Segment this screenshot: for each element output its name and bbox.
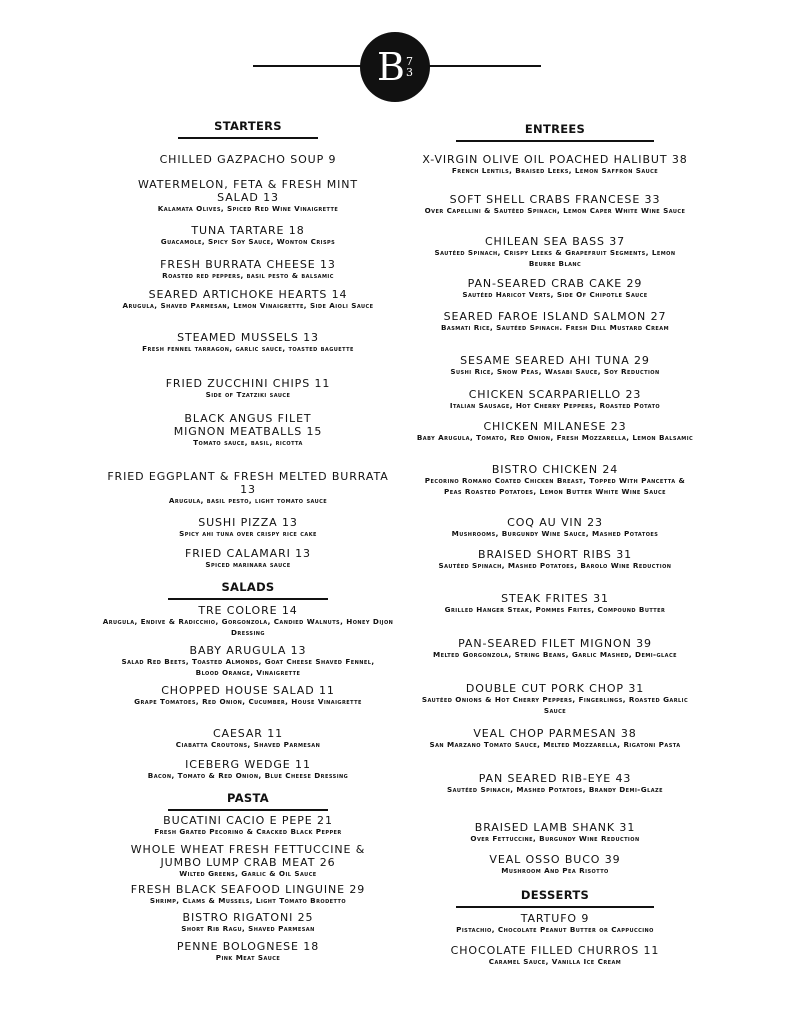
menu-item — [405, 853, 705, 877]
item-description: Italian Sausage, Hot Cherry Peppers, Roasted Potato — [449, 401, 661, 410]
section-rule — [456, 906, 654, 908]
item-description: Sautéed Spinach, Mashed Potatoes, Barolo Wine Reduction — [438, 561, 672, 570]
item-description: Sushi Rice, Snow Peas, Wasabi Sauce, Soy Reduction — [450, 367, 660, 376]
section-title: SALADS — [221, 580, 275, 594]
menu-item — [98, 470, 398, 507]
section-title: ENTREES — [524, 122, 586, 136]
menu-item — [405, 354, 705, 378]
item-name: FRIED ZUCCHINI CHIPS 11 — [165, 377, 331, 390]
menu-item — [405, 912, 705, 936]
menu-item — [405, 277, 705, 301]
menu-item — [98, 883, 398, 907]
item-description: Pecorino Romano Coated Chicken Breast, Topped With Pancetta & Peas Roasted Potatoes, Lemon Butter White Wine Sauce — [424, 476, 686, 496]
item-description: Bacon, Tomato & Red Onion, Blue Cheese Dressing — [147, 771, 349, 780]
menu-item — [98, 412, 398, 449]
item-description: Sautéed Spinach, Crispy Leeks & Grapefruit Segments, Lemon Beurre Blanc — [434, 248, 676, 268]
item-name: SEARED ARTICHOKE HEARTS 14 — [148, 288, 348, 301]
item-name: VEAL OSSO BUCO 39 — [489, 853, 621, 866]
menu-item — [405, 153, 705, 177]
menu-item — [405, 463, 705, 497]
item-name: CHOPPED HOUSE SALAD 11 — [161, 684, 335, 697]
item-description: Melted Gorgonzola, String Beans, Garlic Mashed, Demi-glace — [433, 650, 677, 659]
item-name: SOFT SHELL CRABS FRANCESE 33 — [449, 193, 661, 206]
menu-item — [98, 331, 398, 355]
section-rule — [178, 137, 318, 139]
section-pasta — [98, 791, 398, 811]
item-name: COQ AU VIN 23 — [507, 516, 603, 529]
menu-item — [405, 772, 705, 796]
item-name: TRE COLORE 14 — [198, 604, 298, 617]
item-name: STEAK FRITES 31 — [501, 592, 609, 605]
item-description: Tomato sauce, basil, ricotta — [193, 438, 303, 447]
item-description: Arugula, Shaved Parmesan, Lemon Vinaigrette, Side Aioli Sauce — [122, 301, 374, 310]
menu-item — [405, 420, 705, 444]
header-rule-right — [428, 65, 541, 67]
item-name: SUSHI PIZZA 13 — [198, 516, 298, 529]
item-name: PAN-SEARED CRAB CAKE 29 — [467, 277, 643, 290]
menu-item — [98, 224, 398, 248]
section-desserts — [405, 888, 705, 908]
menu-item — [405, 727, 705, 751]
section-salads — [98, 580, 398, 600]
menu-item — [405, 637, 705, 661]
menu-item — [405, 388, 705, 412]
item-name: WHOLE WHEAT FRESH FETTUCCINE & JUMBO LUMP CRAB MEAT 26 — [130, 843, 366, 869]
item-description: Grape Tomatoes, Red Onion, Cucumber, House Vinaigrette — [134, 697, 362, 706]
item-description: Roasted red peppers, basil pesto & balsamic — [162, 271, 334, 280]
menu-item — [98, 377, 398, 401]
item-description: Spicy ahi tuna over crispy rice cake — [179, 529, 317, 538]
item-description: Salad Red Beets, Toasted Almonds, Goat Cheese Shaved Fennel, Blood Orange, Vinaigrette — [121, 657, 375, 677]
menu-item — [98, 604, 398, 638]
item-name: CHICKEN SCARPARIELLO 23 — [468, 388, 642, 401]
menu-item — [98, 516, 398, 540]
item-name: BRAISED LAMB SHANK 31 — [474, 821, 636, 834]
item-name: BISTRO CHICKEN 24 — [491, 463, 619, 476]
menu-item — [405, 548, 705, 572]
logo-subscript: 3 — [405, 66, 413, 79]
item-name: PAN SEARED RIB-EYE 43 — [478, 772, 632, 785]
item-description: Wilted Greens, Garlic & Oil Sauce — [179, 869, 317, 878]
section-title: STARTERS — [214, 119, 282, 133]
item-name: BISTRO RIGATONI 25 — [182, 911, 314, 924]
item-name: BUCATINI CACIO E PEPE 21 — [163, 814, 333, 827]
item-description: Side of Tzatziki sauce — [205, 390, 291, 399]
item-description: Sautéed Spinach, Mashed Potatoes, Brandy Demi-Glaze — [447, 785, 663, 794]
item-description: Mushrooms, Burgundy Wine Sauce, Mashed Potatoes — [451, 529, 659, 538]
item-description: Pink Meat Sauce — [215, 953, 281, 962]
menu-item — [98, 814, 398, 838]
item-name: PAN-SEARED FILET MIGNON 39 — [458, 637, 652, 650]
item-name: ICEBERG WEDGE 11 — [185, 758, 311, 771]
item-name: FRESH BURRATA CHEESE 13 — [160, 258, 336, 271]
menu-item — [405, 592, 705, 616]
item-name: TARTUFO 9 — [520, 912, 590, 925]
item-name: SEARED FAROE ISLAND SALMON 27 — [443, 310, 667, 323]
item-name: BRAISED SHORT RIBS 31 — [478, 548, 632, 561]
item-description: Fresh Grated Pecorino & Cracked Black Pepper — [154, 827, 342, 836]
menu-item — [98, 684, 398, 708]
menu-item — [405, 682, 705, 716]
menu-item — [98, 547, 398, 571]
menu-item — [405, 310, 705, 334]
menu-item — [98, 288, 398, 312]
menu-item — [405, 516, 705, 540]
menu-item — [405, 235, 705, 269]
item-description: San Marzano Tomato Sauce, Melted Mozzarella, Rigatoni Pasta — [429, 740, 681, 749]
item-name: CAESAR 11 — [212, 727, 284, 740]
item-description: Pistachio, Chocolate Peanut Butter or Cappuccino — [456, 925, 654, 934]
menu-item — [98, 153, 398, 166]
menu-item — [98, 644, 398, 678]
menu-item — [98, 843, 398, 880]
item-description: Shrimp, Clams & Mussels, Light Tomato Brodetto — [149, 896, 347, 905]
section-title: PASTA — [227, 791, 269, 805]
header-rule-left — [253, 65, 363, 67]
menu-item — [405, 944, 705, 968]
item-description: Basmati Rice, Sautéed Spinach. Fresh Dill Mustard Cream — [440, 323, 670, 332]
item-name: BABY ARUGULA 13 — [189, 644, 307, 657]
item-description: Sautéed Haricot Verts, Side Of Chipotle Sauce — [462, 290, 648, 299]
item-description: Kalamata Olives, Spiced Red Wine Vinaigrette — [157, 204, 339, 213]
item-name: X-VIRGIN OLIVE OIL POACHED HALIBUT 38 — [422, 153, 688, 166]
menu-item — [98, 727, 398, 751]
menu-item — [98, 258, 398, 282]
section-rule — [168, 809, 328, 811]
item-description: Short Rib Ragu, Shaved Parmesan — [181, 924, 315, 933]
restaurant-logo — [360, 32, 430, 102]
section-rule — [456, 140, 654, 142]
menu-item — [98, 758, 398, 782]
item-description: Sautéed Onions & Hot Cherry Peppers, Fingerlings, Roasted Garlic Sauce — [421, 695, 689, 715]
section-title: DESSERTS — [520, 888, 590, 902]
item-name: TUNA TARTARE 18 — [191, 224, 305, 237]
section-entrees — [405, 122, 705, 142]
item-description: Over Fettuccine, Burgundy Wine Reduction — [470, 834, 640, 843]
item-name: FRESH BLACK SEAFOOD LINGUINE 29 — [130, 883, 366, 896]
item-description: Over Capellini & Sautéed Spinach, Lemon Caper White Wine Sauce — [424, 206, 686, 215]
item-description: Guacamole, Spicy Soy Sauce, Wonton Crisps — [160, 237, 336, 246]
menu-item — [98, 178, 398, 215]
menu-item — [405, 821, 705, 845]
item-description: Spiced marinara sauce — [205, 560, 291, 569]
item-name: DOUBLE CUT PORK CHOP 31 — [465, 682, 645, 695]
item-description: French Lentils, Braised Leeks, Lemon Saffron Sauce — [451, 166, 659, 175]
logo-superscript: 7 — [405, 55, 413, 68]
logo-letter: B — [377, 45, 405, 89]
menu-item — [405, 193, 705, 217]
item-description: Ciabatta Croutons, Shaved Parmesan — [175, 740, 321, 749]
item-name: CHILEAN SEA BASS 37 — [484, 235, 626, 248]
section-starters — [98, 119, 398, 139]
item-name: FRIED EGGPLANT & FRESH MELTED BURRATA 13 — [107, 470, 389, 496]
item-description: Fresh fennel tarragon, garlic sauce, toasted baguette — [142, 344, 354, 353]
section-rule — [168, 598, 328, 600]
item-name: STEAMED MUSSELS 13 — [177, 331, 319, 344]
item-description: Grilled Hanger Steak, Pommes Frites, Compound Butter — [444, 605, 666, 614]
item-name: PENNE BOLOGNESE 18 — [176, 940, 320, 953]
item-description: Caramel Sauce, Vanilla Ice Cream — [488, 957, 622, 966]
item-name: FRIED CALAMARI 13 — [185, 547, 311, 560]
item-description: Mushroom And Pea Risotto — [501, 866, 609, 875]
item-description: Arugula, Endive & Radicchio, Gorgonzola, Candied Walnuts, Honey Dijon Dressing — [102, 617, 394, 637]
menu-item — [98, 911, 398, 935]
item-description: Baby Arugula, Tomato, Red Onion, Fresh Mozzarella, Lemon Balsamic — [416, 433, 694, 442]
item-name: CHOCOLATE FILLED CHURROS 11 — [450, 944, 660, 957]
item-name: CHILLED GAZPACHO SOUP 9 — [159, 153, 337, 166]
item-name: WATERMELON, FETA & FRESH MINT SALAD 13 — [137, 178, 358, 204]
item-name: CHICKEN MILANESE 23 — [483, 420, 627, 433]
item-name: SESAME SEARED AHI TUNA 29 — [460, 354, 650, 367]
item-name: VEAL CHOP PARMESAN 38 — [473, 727, 637, 740]
item-description: Arugula, basil pesto, light tomato sauce — [168, 496, 328, 505]
menu-item — [98, 940, 398, 964]
item-name: BLACK ANGUS FILET MIGNON MEATBALLS 15 — [173, 412, 323, 438]
